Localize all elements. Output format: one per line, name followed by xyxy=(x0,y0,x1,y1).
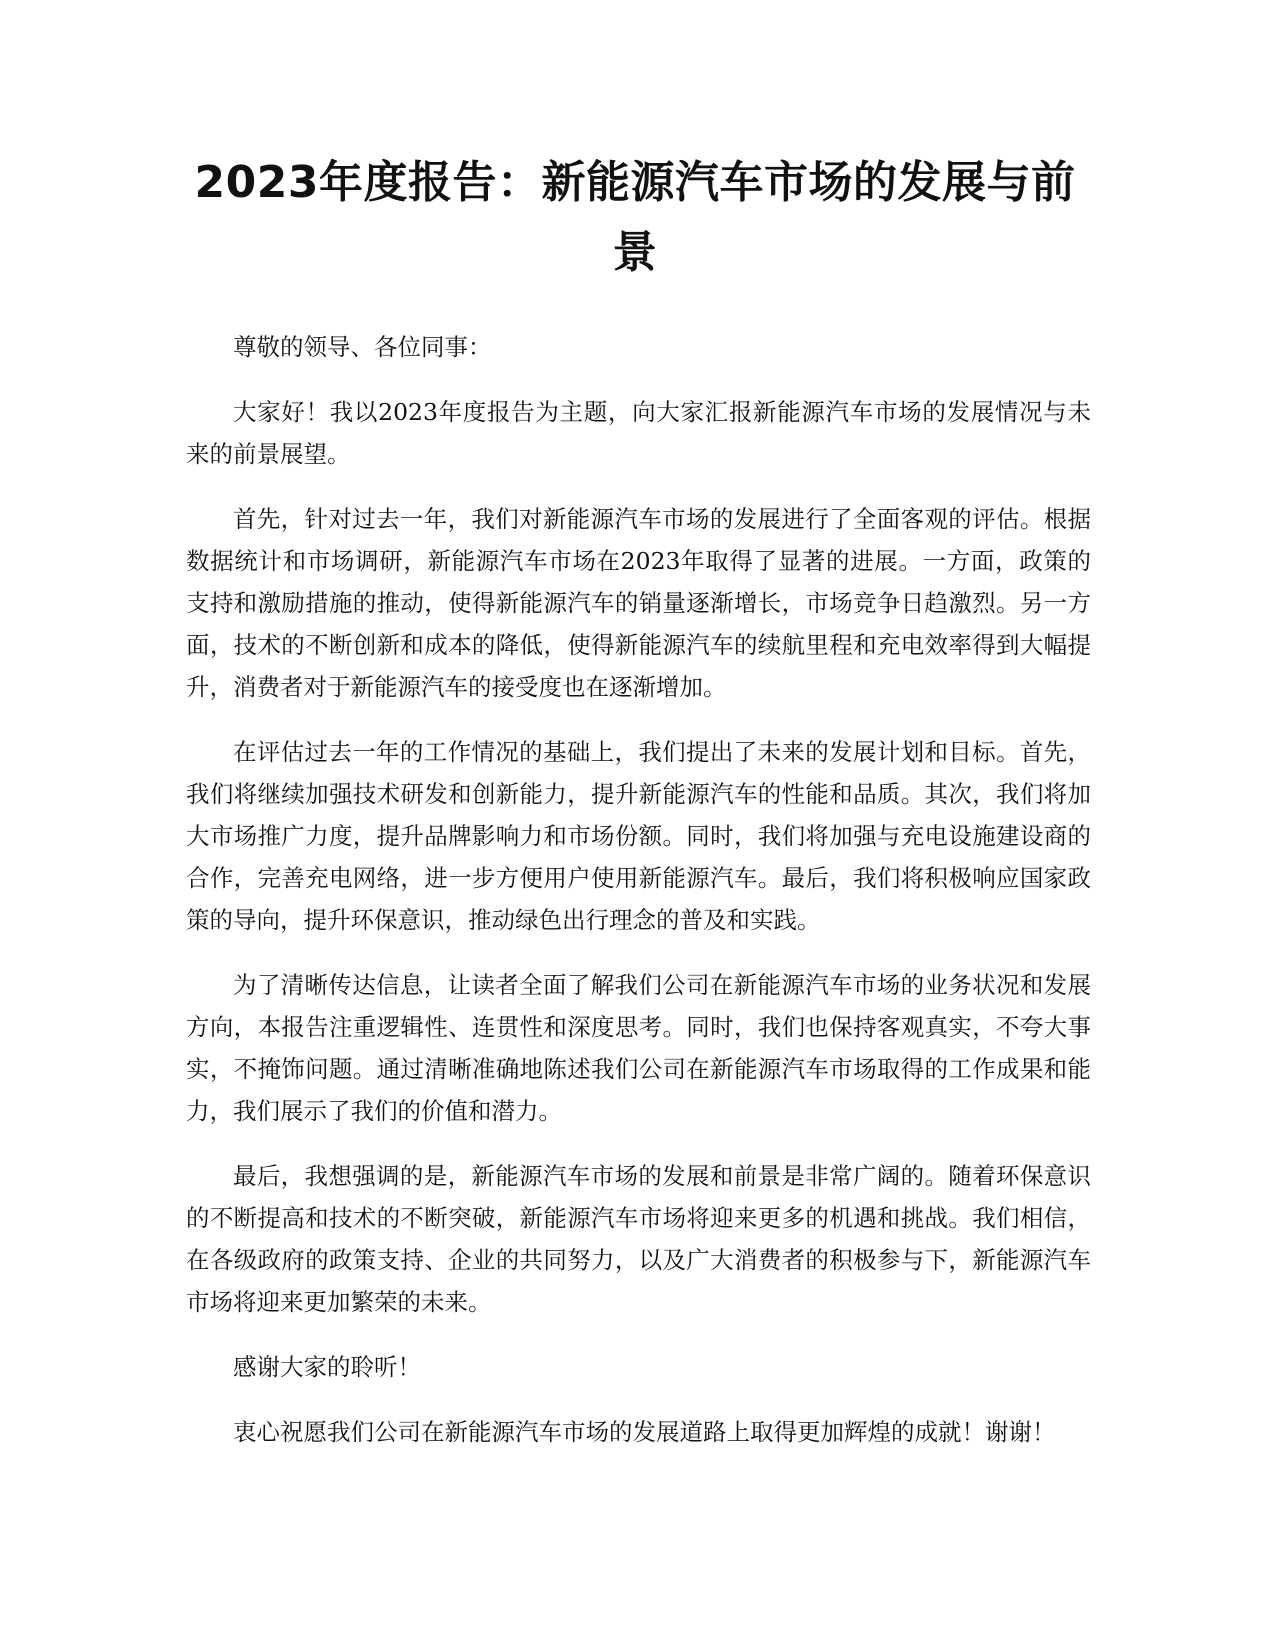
paragraph-review: 首先，针对过去一年，我们对新能源汽车市场的发展进行了全面客观的评估。根据数据统计和市场调研，新能源汽车市场在2023年取得了显著的进展。一方面，政策的支持和激励措施的推动，使得新能源汽车的销量逐渐增长，市场竞争日趋激烈。另一方面，技术的不断创新和成本的降低，使得新能源汽车的续航里程和充电效率得到大幅提升，消费者对于新能源汽车的接受度也在逐渐增加。 xyxy=(186,505,1091,701)
paragraph-report-approach: 为了清晰传达信息，让读者全面了解我们公司在新能源汽车市场的业务状况和发展方向，本报告注重逻辑性、连贯性和深度思考。同时，我们也保持客观真实，不夸大事实，不掩饰问题。通过清晰准确地陈述我们公司在新能源汽车市场取得的工作成果和能力，我们展示了我们的价值和潜力。 xyxy=(186,971,1091,1125)
paragraph-salutation: 尊敬的领导、各位同事： xyxy=(233,333,492,361)
paragraph-thanks: 感谢大家的聆听！ xyxy=(233,1353,421,1381)
document-body xyxy=(186,326,1091,1476)
paragraph-closing-wishes: 衷心祝愿我们公司在新能源汽车市场的发展道路上取得更加辉煌的成就！谢谢！ xyxy=(233,1418,1056,1446)
paragraph-plans: 在评估过去一年的工作情况的基础上，我们提出了未来的发展计划和目标。首先，我们将继续加强技术研发和创新能力，提升新能源汽车的性能和品质。其次，我们将加大市场推广力度，提升品牌影响力和市场份额。同时，我们将加强与充电设施建设商的合作，完善充电网络，进一步方便用户使用新能源汽车。最后，我们将积极响应国家政策的导向，提升环保意识，推动绿色出行理念的普及和实践。 xyxy=(186,738,1091,934)
paragraph-outlook: 最后，我想强调的是，新能源汽车市场的发展和前景是非常广阔的。随着环保意识的不断提高和技术的不断突破，新能源汽车市场将迎来更多的机遇和挑战。我们相信，在各级政府的政策支持、企业的共同努力，以及广大消费者的积极参与下，新能源汽车市场将迎来更加繁荣的未来。 xyxy=(186,1162,1091,1316)
paragraph-greeting: 大家好！我以2023年度报告为主题，向大家汇报新能源汽车市场的发展情况与未来的前景展望。 xyxy=(186,398,1091,468)
document-title: 2023年度报告：新能源汽车市场的发展与前景 xyxy=(194,157,1076,278)
